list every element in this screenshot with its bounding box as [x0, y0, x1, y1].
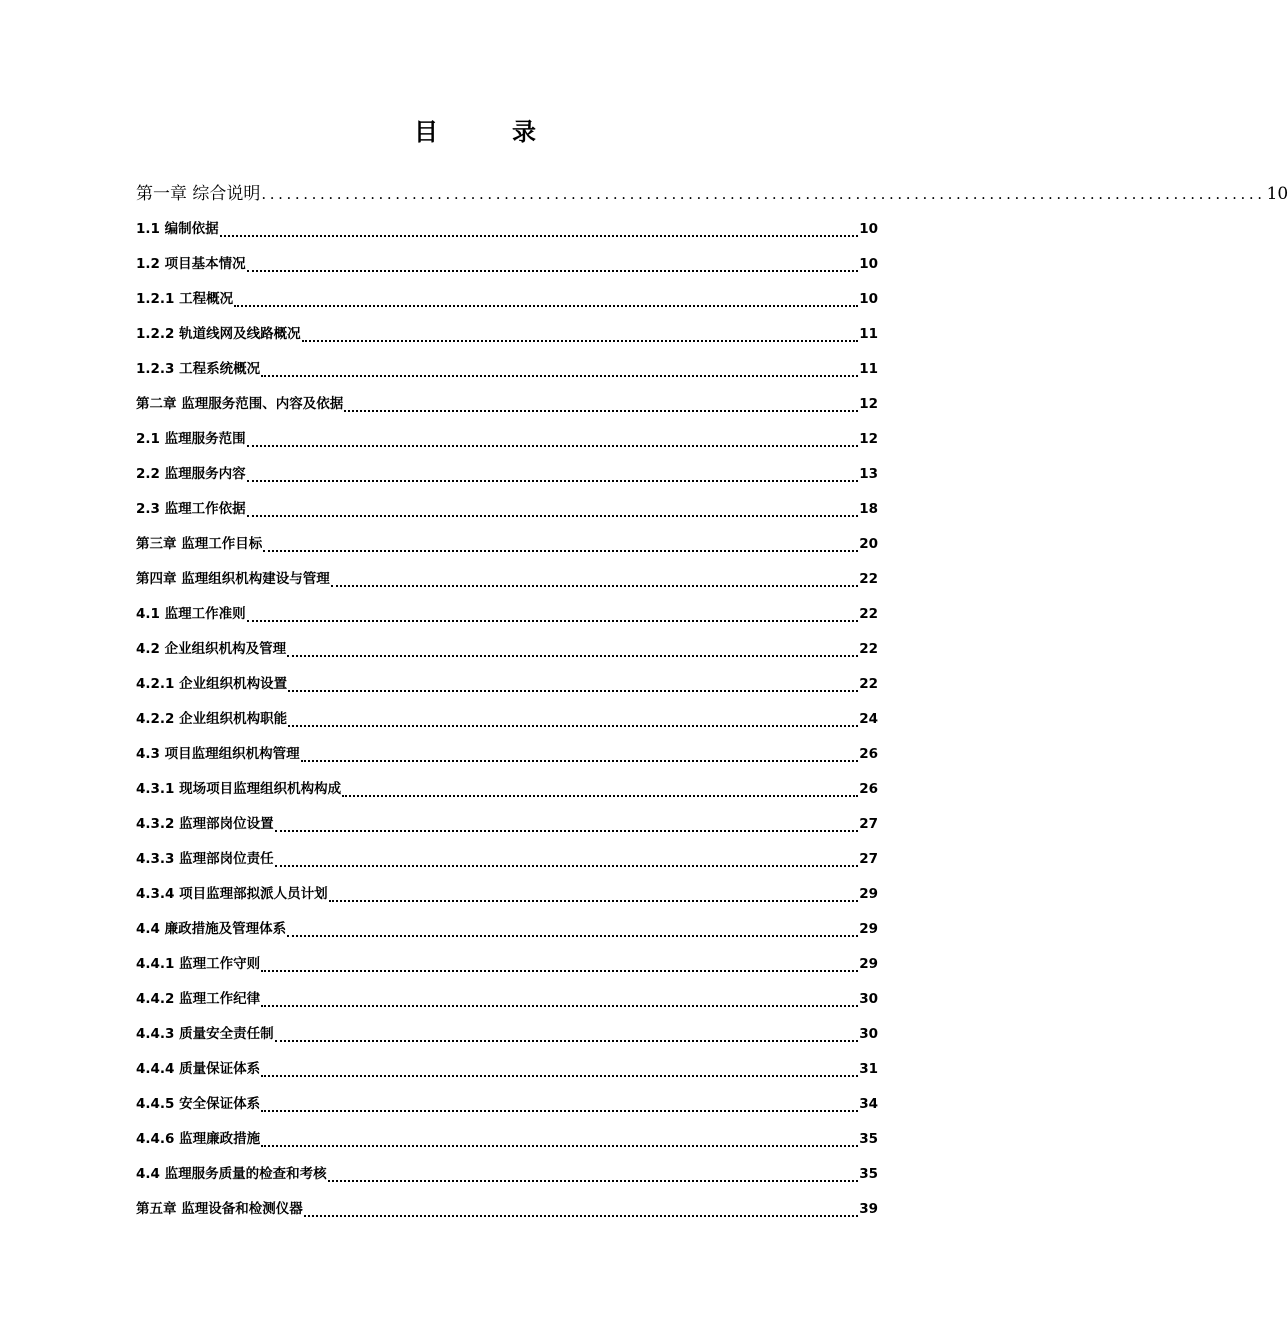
toc-dot-leader — [288, 690, 858, 692]
toc-entry[interactable] — [136, 877, 878, 912]
toc-entry-label: 第一章 综合说明 — [136, 184, 261, 204]
toc-entry-page-number: 22 — [859, 641, 878, 657]
toc-entry-label: 1.1 编制依据 — [136, 221, 219, 237]
toc-entry-label: 4.2 企业组织机构及管理 — [136, 641, 287, 657]
toc-entry-page-number: 18 — [859, 501, 878, 517]
toc-entry-page-number: 22 — [859, 676, 878, 692]
toc-entry-page-number: 24 — [859, 711, 878, 727]
toc-entry-page-number: 20 — [859, 536, 878, 552]
toc-entry-page-number: 30 — [859, 991, 878, 1007]
toc-entry-page-number: 30 — [859, 1026, 878, 1042]
toc-entry[interactable] — [136, 772, 878, 807]
toc-dot-leader — [247, 270, 859, 272]
toc-entry-page-number: 31 — [859, 1061, 878, 1077]
toc-dot-leader — [329, 900, 859, 902]
toc-entry[interactable] — [136, 352, 878, 387]
toc-dot-leader — [261, 1110, 858, 1112]
toc-entry-page-number: 35 — [859, 1166, 878, 1182]
toc-entry-label: 2.3 监理工作依据 — [136, 501, 246, 517]
toc-entry-label: 第四章 监理组织机构建设与管理 — [136, 571, 330, 587]
toc-entry-page-number: 10 — [1266, 184, 1288, 204]
toc-entry-page-number: 34 — [859, 1096, 878, 1112]
toc-dot-leader — [301, 760, 859, 762]
toc-dot-leader — [287, 935, 858, 937]
toc-entry[interactable] — [136, 387, 878, 422]
toc-entry-page-number: 10 — [859, 256, 878, 272]
toc-entry-label: 1.2.1 工程概况 — [136, 291, 234, 307]
toc-dot-leader — [263, 550, 858, 552]
toc-dot-leader — [302, 340, 859, 342]
toc-entry[interactable] — [136, 982, 878, 1017]
toc-entry[interactable] — [136, 632, 878, 667]
toc-dot-leader — [344, 410, 858, 412]
toc-entry[interactable] — [136, 282, 878, 317]
toc-entry-label: 4.4.3 质量安全责任制 — [136, 1026, 274, 1042]
toc-dot-leader — [247, 480, 859, 482]
toc-entry-label: 第五章 监理设备和检测仪器 — [136, 1201, 303, 1217]
toc-dot-leader — [247, 445, 859, 447]
toc-dot-leader — [247, 620, 859, 622]
toc-entry[interactable] — [136, 492, 878, 527]
toc-dot-leader — [261, 375, 858, 377]
toc-entry[interactable] — [136, 842, 878, 877]
toc-entry-label: 4.3.3 监理部岗位责任 — [136, 851, 274, 867]
toc-entry-page-number: 27 — [859, 816, 878, 832]
toc-entry-page-number: 29 — [859, 886, 878, 902]
toc-entry-label: 1.2 项目基本情况 — [136, 256, 246, 272]
toc-entry-label: 4.2.2 企业组织机构职能 — [136, 711, 288, 727]
toc-entry-label: 第三章 监理工作目标 — [136, 536, 263, 552]
toc-entry-label: 4.2.1 企业组织机构设置 — [136, 676, 288, 692]
toc-dot-leader — [304, 1215, 859, 1217]
toc-entry-label: 4.3.1 现场项目监理组织机构构成 — [136, 781, 342, 797]
toc-entry-page-number: 10 — [859, 221, 878, 237]
toc-entry[interactable] — [136, 1192, 878, 1227]
toc-dot-leader — [220, 235, 859, 237]
toc-entry-page-number: 29 — [859, 921, 878, 937]
toc-entry[interactable] — [136, 247, 878, 282]
toc-entry-label: 4.3 项目监理组织机构管理 — [136, 746, 300, 762]
toc-dot-leader — [261, 1145, 858, 1147]
toc-entry-label: 4.4 监理服务质量的检查和考核 — [136, 1166, 327, 1182]
toc-dot-leader — [261, 970, 858, 972]
toc-entry-label: 4.4.2 监理工作纪律 — [136, 991, 261, 1007]
toc-dot-leader: ........................................................................................................................ — [261, 185, 1266, 203]
toc-dot-leader — [342, 795, 858, 797]
toc-entry-page-number: 26 — [859, 781, 878, 797]
table-of-contents — [136, 178, 1288, 1227]
toc-entry-label: 2.1 监理服务范围 — [136, 431, 246, 447]
toc-entry[interactable] — [136, 737, 878, 772]
toc-entry-page-number: 35 — [859, 1131, 878, 1147]
toc-entry-page-number: 39 — [859, 1201, 878, 1217]
toc-entry-page-number: 26 — [859, 746, 878, 762]
toc-entry-label: 第二章 监理服务范围、内容及依据 — [136, 396, 344, 412]
toc-entry[interactable] — [136, 527, 878, 562]
toc-entry-label: 4.4.1 监理工作守则 — [136, 956, 261, 972]
toc-entry-page-number: 11 — [859, 361, 878, 377]
toc-entry[interactable] — [136, 947, 878, 982]
toc-dot-leader — [247, 515, 859, 517]
toc-dot-leader — [288, 725, 858, 727]
toc-entry[interactable] — [136, 702, 878, 737]
toc-dot-leader — [287, 655, 858, 657]
toc-entry-label: 4.4 廉政措施及管理体系 — [136, 921, 287, 937]
toc-entry[interactable] — [136, 317, 878, 352]
toc-entry-page-number: 22 — [859, 606, 878, 622]
toc-entry[interactable] — [136, 457, 878, 492]
toc-entry[interactable] — [136, 1157, 878, 1192]
toc-entry-label: 1.2.3 工程系统概况 — [136, 361, 261, 377]
toc-entry[interactable] — [136, 562, 878, 597]
page-title: 目录 — [414, 118, 610, 146]
toc-entry-label: 4.4.5 安全保证体系 — [136, 1096, 261, 1112]
toc-entry-label: 4.3.4 项目监理部拟派人员计划 — [136, 886, 328, 902]
toc-entry[interactable] — [136, 667, 878, 702]
toc-entry[interactable] — [136, 212, 878, 247]
toc-dot-leader — [261, 1075, 858, 1077]
toc-entry-label: 4.4.4 质量保证体系 — [136, 1061, 261, 1077]
toc-entry-label: 4.1 监理工作准则 — [136, 606, 246, 622]
toc-entry[interactable] — [136, 597, 878, 632]
toc-entry-label: 1.2.2 轨道线网及线路概况 — [136, 326, 301, 342]
toc-entry[interactable] — [136, 178, 1288, 210]
toc-entry[interactable] — [136, 422, 878, 457]
toc-dot-leader — [275, 1040, 859, 1042]
toc-entry-page-number: 11 — [859, 326, 878, 342]
toc-dot-leader — [234, 305, 858, 307]
toc-dot-leader — [275, 830, 859, 832]
toc-dot-leader — [275, 865, 859, 867]
toc-dot-leader — [261, 1005, 858, 1007]
toc-entry-page-number: 13 — [859, 466, 878, 482]
toc-entry[interactable] — [136, 807, 878, 842]
toc-entry-page-number: 10 — [859, 291, 878, 307]
toc-entry[interactable] — [136, 1052, 878, 1087]
toc-entry[interactable] — [136, 1017, 878, 1052]
toc-entry-label: 4.3.2 监理部岗位设置 — [136, 816, 274, 832]
toc-entry[interactable] — [136, 1087, 878, 1122]
toc-dot-leader — [331, 585, 859, 587]
toc-entry-page-number: 12 — [859, 431, 878, 447]
toc-entry-page-number: 27 — [859, 851, 878, 867]
toc-entry-page-number: 22 — [859, 571, 878, 587]
toc-dot-leader — [328, 1180, 859, 1182]
toc-entry-label: 2.2 监理服务内容 — [136, 466, 246, 482]
toc-entry-label: 4.4.6 监理廉政措施 — [136, 1131, 261, 1147]
toc-entry[interactable] — [136, 1122, 878, 1157]
toc-entry[interactable] — [136, 912, 878, 947]
toc-entry-page-number: 29 — [859, 956, 878, 972]
toc-entry-page-number: 12 — [859, 396, 878, 412]
